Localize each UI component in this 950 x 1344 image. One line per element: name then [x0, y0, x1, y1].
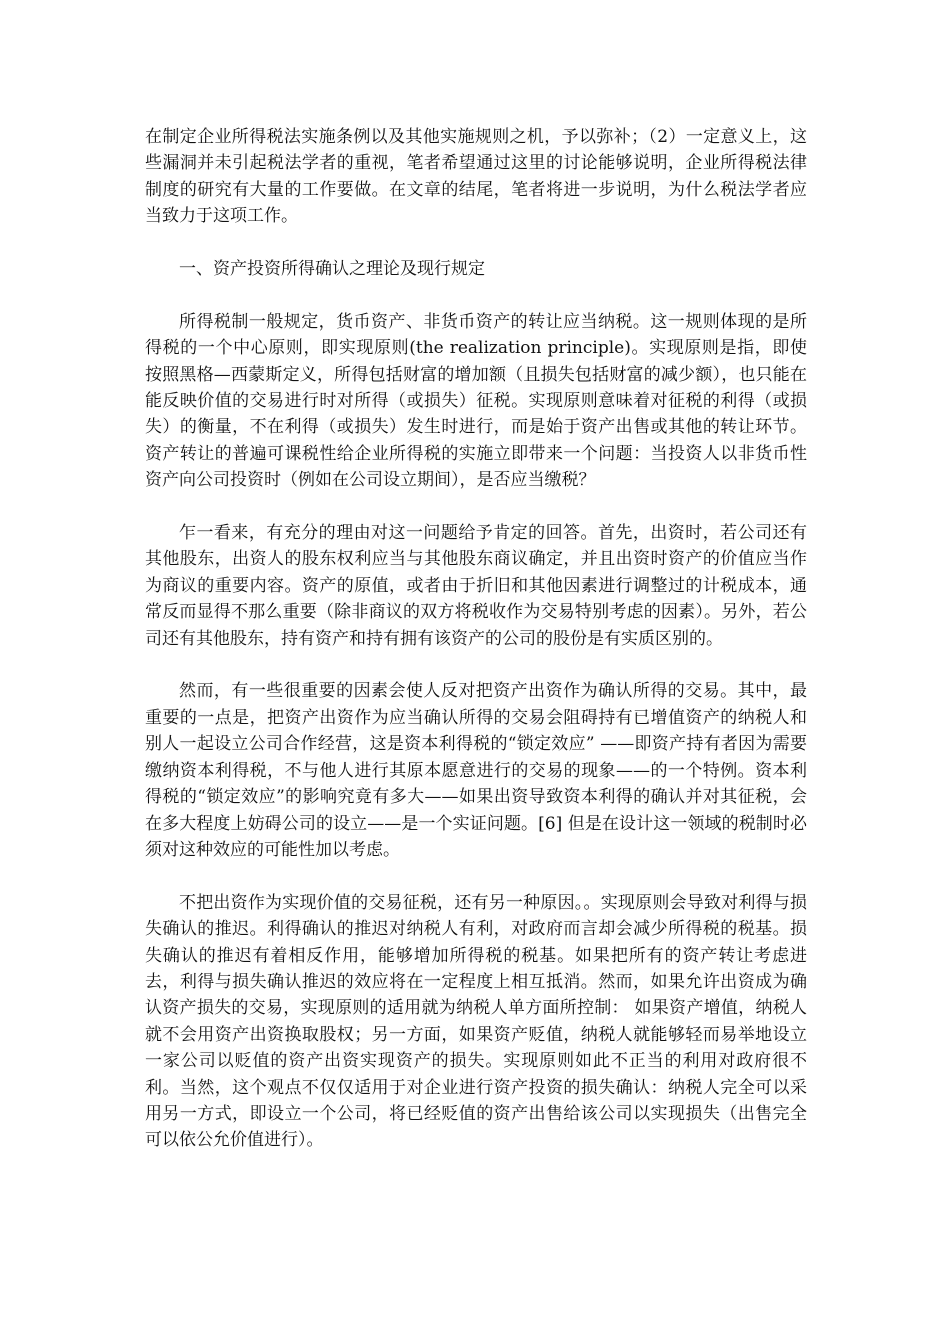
section-heading: 一、资产投资所得确认之理论及现行规定: [179, 259, 485, 280]
document-page: [145, 124, 807, 1154]
paragraph-lock-in-effect: 然而，有一些很重要的因素会使人反对把资产出资作为确认所得的交易。其中，最重要的一点是，把资产出资作为应当确认所得的交易会阻碍持有已增值资产的纳税人和别人一起设立公司合作经营，这是资本利得税的“锁定效应” ——即资产持有者因为需要缴纳资本利得税，不与他人进行其原本愿意进行的交易的现象——的一个特例。资本利得税的“锁定效应”的影响究竟有多大——如果出资导致资本利得的确认并对其征税，会在多大程度上妨碍公司的设立——是一个实证问题。[6] 但是在设计这一领域的税制时必须对这种效应的可能性加以考虑。: [145, 681, 807, 860]
paragraph-intro-continuation: 在制定企业所得税法实施条例以及其他实施规则之机，予以弥补；（2）一定意义上，这些漏洞并未引起税法学者的重视，笔者希望通过这里的讨论能够说明，企业所得税法律制度的研究有大量的工作要做。在文章的结尾，笔者将进一步说明，为什么税法学者应当致力于这项工作。: [145, 127, 807, 227]
paragraph-realization-principle: 所得税制一般规定，货币资产、非货币资产的转让应当纳税。这一规则体现的是所得税的一个中心原则，即实现原则(the realization principle)。实现原则是指，即使按照黑格—西蒙斯定义，所得包括财富的增加额（且损失包括财富的减少额），也只能在能反映价值的交易进行时对所得（或损失）征税。实现原则意味着对征税的利得（或损失）的衡量，不在利得（或损失）发生时进行，而是始于资产出售或其他的转让环节。资产转让的普遍可课税性给企业所得税的实施立即带来一个问题：当投资人以非货币性资产向公司投资时（例如在公司设立期间），是否应当缴税？: [145, 311, 807, 491]
paragraph-loss-recognition: 不把出资作为实现价值的交易征税，还有另一种原因。。实现原则会导致对利得与损失确认的推迟。利得确认的推迟对纳税人有利，对政府而言却会减少所得税的税基。损失确认的推迟有着相反作用，能够增加所得税的税基。如果把所有的资产转让考虑进去，利得与损失确认推迟的效应将在一定程度上相互抵消。然而，如果允许出资成为确认资产损失的交易，实现原则的适用就为纳税人单方面所控制： 如果资产增值，纳税人就不会用资产出资换取股权；另一方面，如果资产贬值，纳税人就能够轻而易举地设立一家公司以贬值的资产出资实现资产的损失。实现原则如此不正当的利用对政府很不利。当然，这个观点不仅仅适用于对企业进行资产投资的损失确认：纳税人完全可以采用另一方式，即设立一个公司，将已经贬值的资产出售给该公司以实现损失（出售完全可以依公允价值进行）。: [145, 892, 807, 1151]
paragraph-affirmative-argument: 乍一看来，有充分的理由对这一问题给予肯定的回答。首先，出资时，若公司还有其他股东，出资人的股东权利应当与其他股东商议确定，并且出资时资产的价值应当作为商议的重要内容。资产的原值，或者由于折旧和其他因素进行调整过的计税成本，通常反而显得不那么重要（除非商议的双方将税收作为交易特别考虑的因素）。另外，若公司还有其他股东，持有资产和持有拥有该资产的公司的股份是有实质区别的。: [145, 523, 807, 649]
